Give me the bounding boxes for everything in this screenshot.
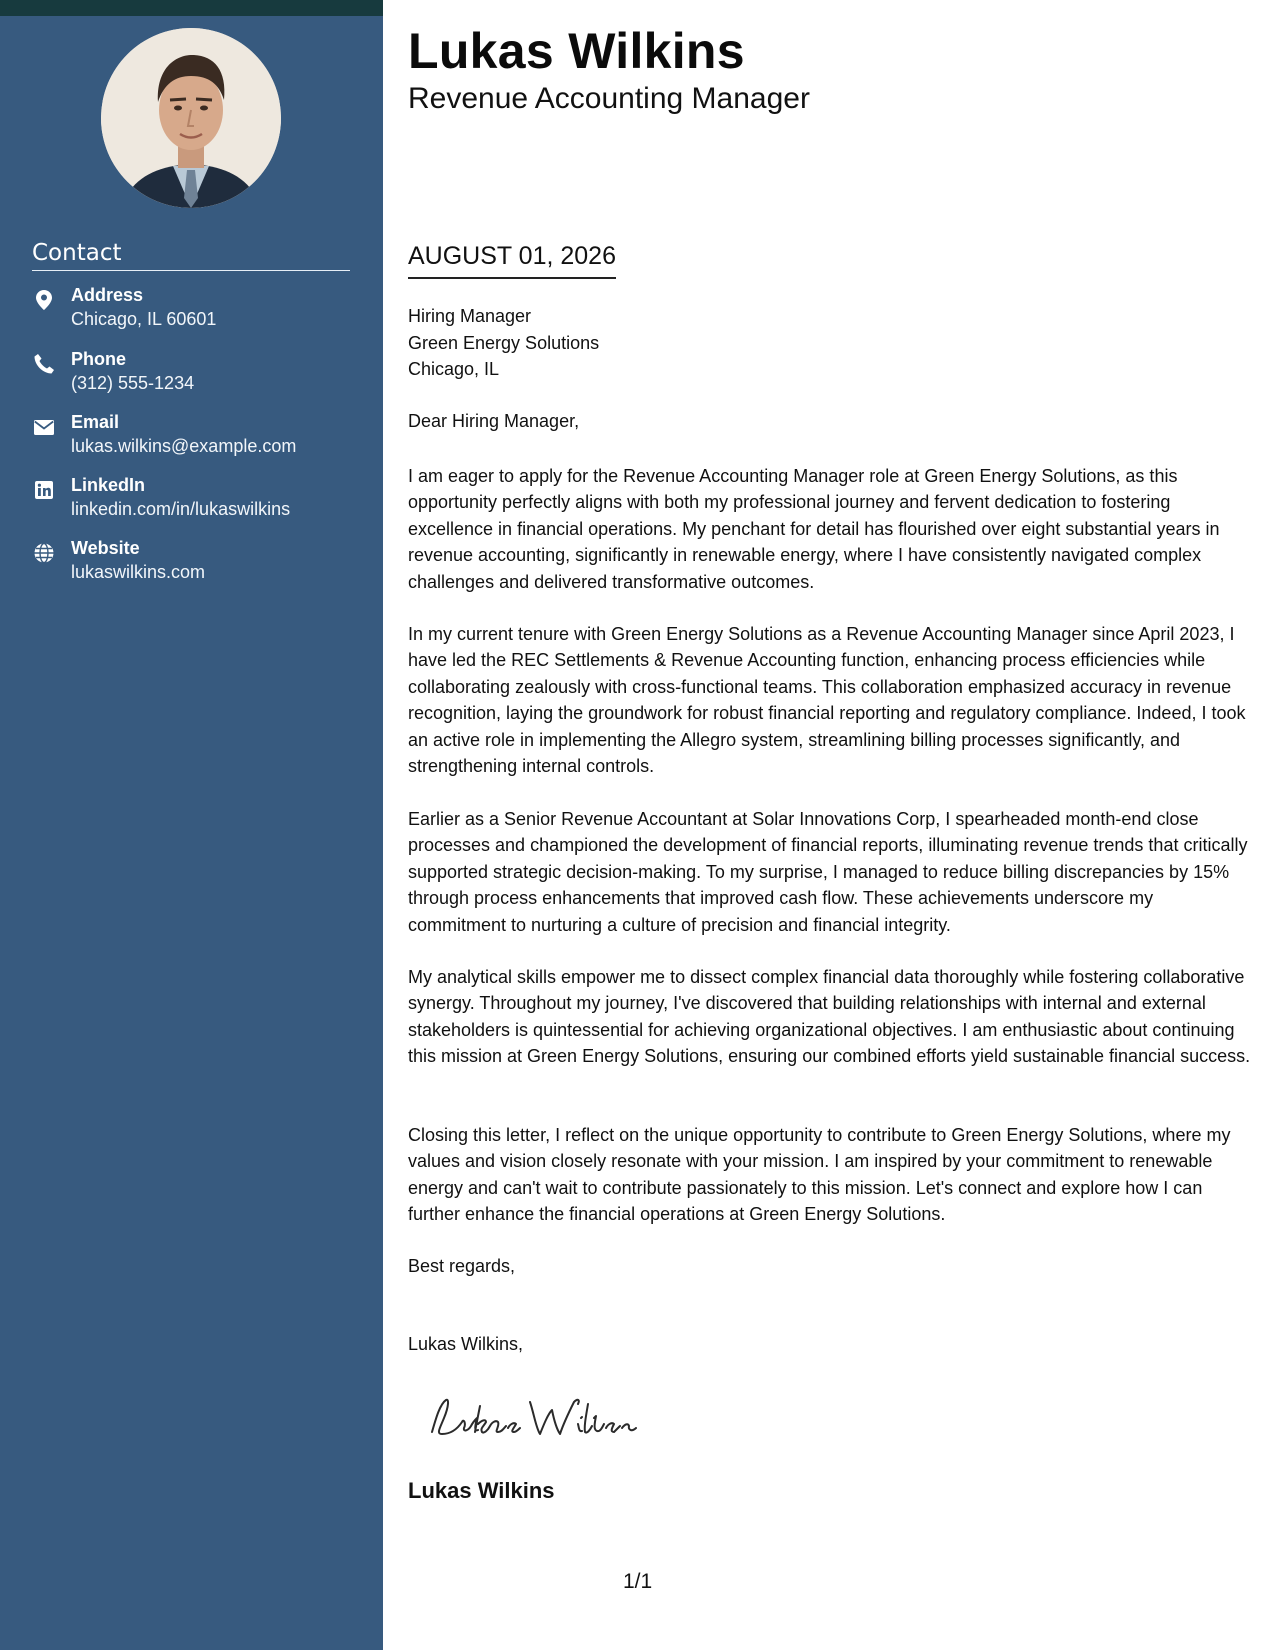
letter-paragraph: I am eager to apply for the Revenue Accounting Manager role at Green Energy Solutions, as this opportunity perfectly aligns with both my professional journey and fervent dedication to fostering excellence in financial operations. My penchant for detail has flourished over eight substantial years in revenue accounting, significantly in renewable energy, where I have consistently navigated complex challenges and delivered transformative outcomes.: [408, 466, 1220, 592]
contact-label-email: Email: [71, 412, 120, 432]
closing-phrase: Best regards,: [408, 1256, 516, 1276]
profile-photo: [101, 28, 281, 208]
contact-value-email[interactable]: lukas.wilkins@example.com: [71, 436, 297, 456]
handwritten-signature: [422, 1388, 662, 1448]
candidate-name: Lukas Wilkins: [408, 23, 745, 79]
recipient-line: Chicago, IL: [408, 359, 500, 379]
contact-label-address: Address: [71, 285, 144, 305]
contact-value-phone: (312) 555-1234: [71, 373, 195, 393]
letter-paragraph: Closing this letter, I reflect on the unique opportunity to contribute to Green Energy Solutions, where my values and vision closely resonate with your mission. I am inspired by your commitment to renewable energy and can't wait to contribute passionately to this mission. Let's connect and explore how I can further enhance the financial operations at Green Energy Solutions.: [408, 1125, 1231, 1225]
recipient-block: [408, 303, 599, 383]
signoff-name: Lukas Wilkins,: [408, 1334, 524, 1354]
letter-date: AUGUST 01, 2026: [408, 242, 616, 279]
sidebar: [0, 0, 383, 1650]
phone-icon: [32, 352, 56, 376]
envelope-icon: [32, 415, 56, 439]
salutation: Dear Hiring Manager,: [408, 411, 580, 431]
contact-heading: Contact: [32, 240, 350, 271]
linkedin-icon: [32, 478, 56, 502]
printed-name: Lukas Wilkins: [408, 1478, 555, 1503]
contact-value-linkedin[interactable]: linkedin.com/in/lukaswilkins: [71, 499, 291, 519]
page-number: 1/1: [623, 1570, 653, 1593]
contact-label-phone: Phone: [71, 349, 127, 369]
letter-paragraph: Earlier as a Senior Revenue Accountant at Solar Innovations Corp, I spearheaded month-end close processes and championed the development of financial reports, illuminating revenue trends that critically supported strategic decision-making. To my surprise, I managed to reduce billing discrepancies by 15% through process enhancements that improved cash flow. These achievements underscore my commitment to nurturing a culture of precision and financial integrity.: [408, 809, 1248, 935]
contact-value-website[interactable]: lukaswilkins.com: [71, 562, 206, 582]
letter-paragraph: My analytical skills empower me to dissect complex financial data thoroughly while fostering collaborative synergy. Throughout my journey, I've discovered that building relationships with internal and external stakeholders is quintessential for achieving organizational objectives. I am enthusiastic about continuing this mission at Green Energy Solutions, ensuring our combined efforts yield sustainable financial success.: [408, 967, 1251, 1067]
map-pin-icon: [32, 288, 56, 312]
sidebar-top-bar: [0, 0, 383, 16]
letter-paragraph: In my current tenure with Green Energy Solutions as a Revenue Accounting Manager since April 2023, I have led the REC Settlements & Revenue Accounting function, enhancing process efficiencies while collaborating zealously with cross-functional teams. This collaboration emphasized accuracy in revenue recognition, laying the groundwork for robust financial reporting and regulatory compliance. Indeed, I took an active role in implementing the Allegro system, streamlining billing processes significantly, and strengthening internal controls.: [408, 624, 1246, 777]
profile-photo-illustration: [101, 28, 281, 208]
contact-value-address: Chicago, IL 60601: [71, 309, 217, 329]
candidate-job-title: Revenue Accounting Manager: [408, 82, 810, 115]
contact-label-website: Website: [71, 538, 140, 558]
globe-icon: [32, 541, 56, 565]
recipient-line: Green Energy Solutions: [408, 332, 600, 353]
recipient-line: Hiring Manager: [408, 306, 532, 326]
contact-label-linkedin: LinkedIn: [71, 475, 146, 495]
